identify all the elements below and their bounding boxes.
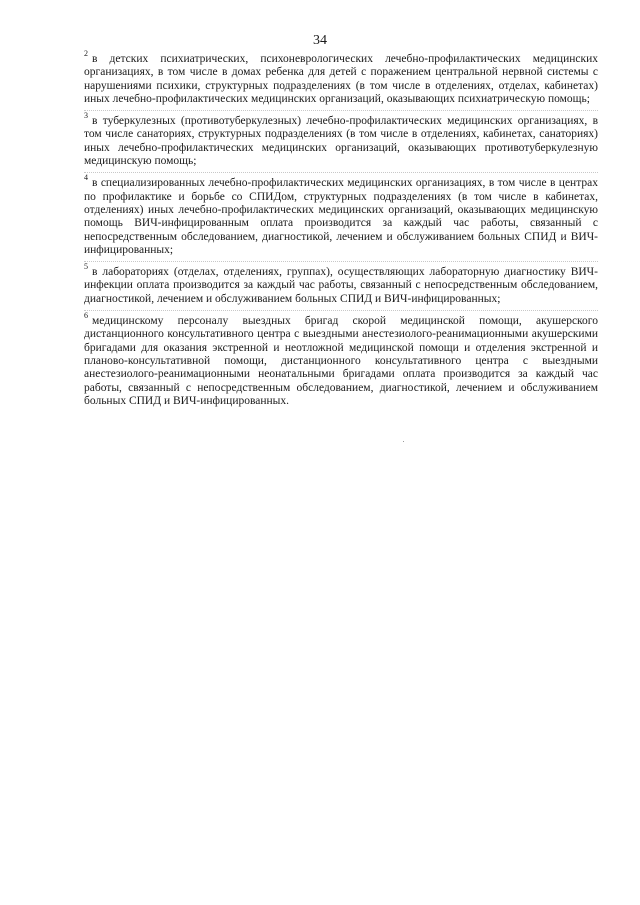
footnote-3 [84,110,598,168]
footnote-text: в детских психиатрических, психоневрологических лечебно-профилактических медицинских организациях, в том числе в домах ребенка для детей с поражением центральной нервной системы с нарушениями психики, структурных подразделениях (в том числе в отделениях, отделах, кабинетах) иных лечебно-профилактических медицинских организаций, оказывающих психиатрическую помощь; [84,53,598,105]
footnote-mark: 4 [84,173,88,183]
scan-speck [403,441,404,442]
footnotes-block [84,49,598,408]
footnote-text: в лабораториях (отделах, отделениях, группах), осуществляющих лабораторную диагностику ВИЧ-инфекции оплата производится за каждый час работы, связанный с непосредственным обследованием, диагностикой, лечением и обслуживанием больных СПИД и ВИЧ-инфицированных; [84,266,598,305]
footnote-mark: 2 [84,49,88,58]
footnote-mark: 5 [84,262,88,272]
footnote-mark: 3 [84,111,88,121]
page-number: 34 [313,33,327,48]
footnote-text: медицинскому персоналу выездных бригад скорой медицинской помощи, акушерского дистанционного консультативного центра с выездными анестезиолого-реанимационными акушерскими бригадами для оказания экстренной и неотложной медицинской помощи и отделения экстренной и планово-консультативной помощи, дистанционного консультативного центра с выездными анестезиолого-реанимационными неонатальными бригадами оплата производится за каждый час работы, связанный с непосредственным обследованием, диагностикой, лечением и обслуживанием больных СПИД и ВИЧ-инфицированных. [84,315,598,407]
footnote-6 [84,310,598,408]
footnote-text: в специализированных лечебно-профилактических медицинских организациях, в том числе в центрах по профилактике и борьбе со СПИДом, структурных подразделениях (в том числе в кабинетах, отделениях) иных лечебно-профилактических медицинских организаций, оказывающих медицинскую помощь ВИЧ-инфицированным оплата производится за каждый час работы, связанный с непосредственным обследованием, диагностикой, лечением и обслуживанием больных СПИД и ВИЧ-инфицированных; [84,177,598,256]
footnote-4 [84,172,598,257]
footnote-mark: 6 [84,311,88,321]
footnote-5 [84,261,598,306]
footnote-2 [84,49,598,106]
footnote-text: в туберкулезных (противотуберкулезных) лечебно-профилактических медицинских организациях, в том числе санаториях, структурных подразделениях (в том числе в отделениях, кабинетах, санаториях) иных лечебно-профилактических медицинских организаций, оказывающих противотуберкулезную медицинскую помощь; [84,115,598,168]
